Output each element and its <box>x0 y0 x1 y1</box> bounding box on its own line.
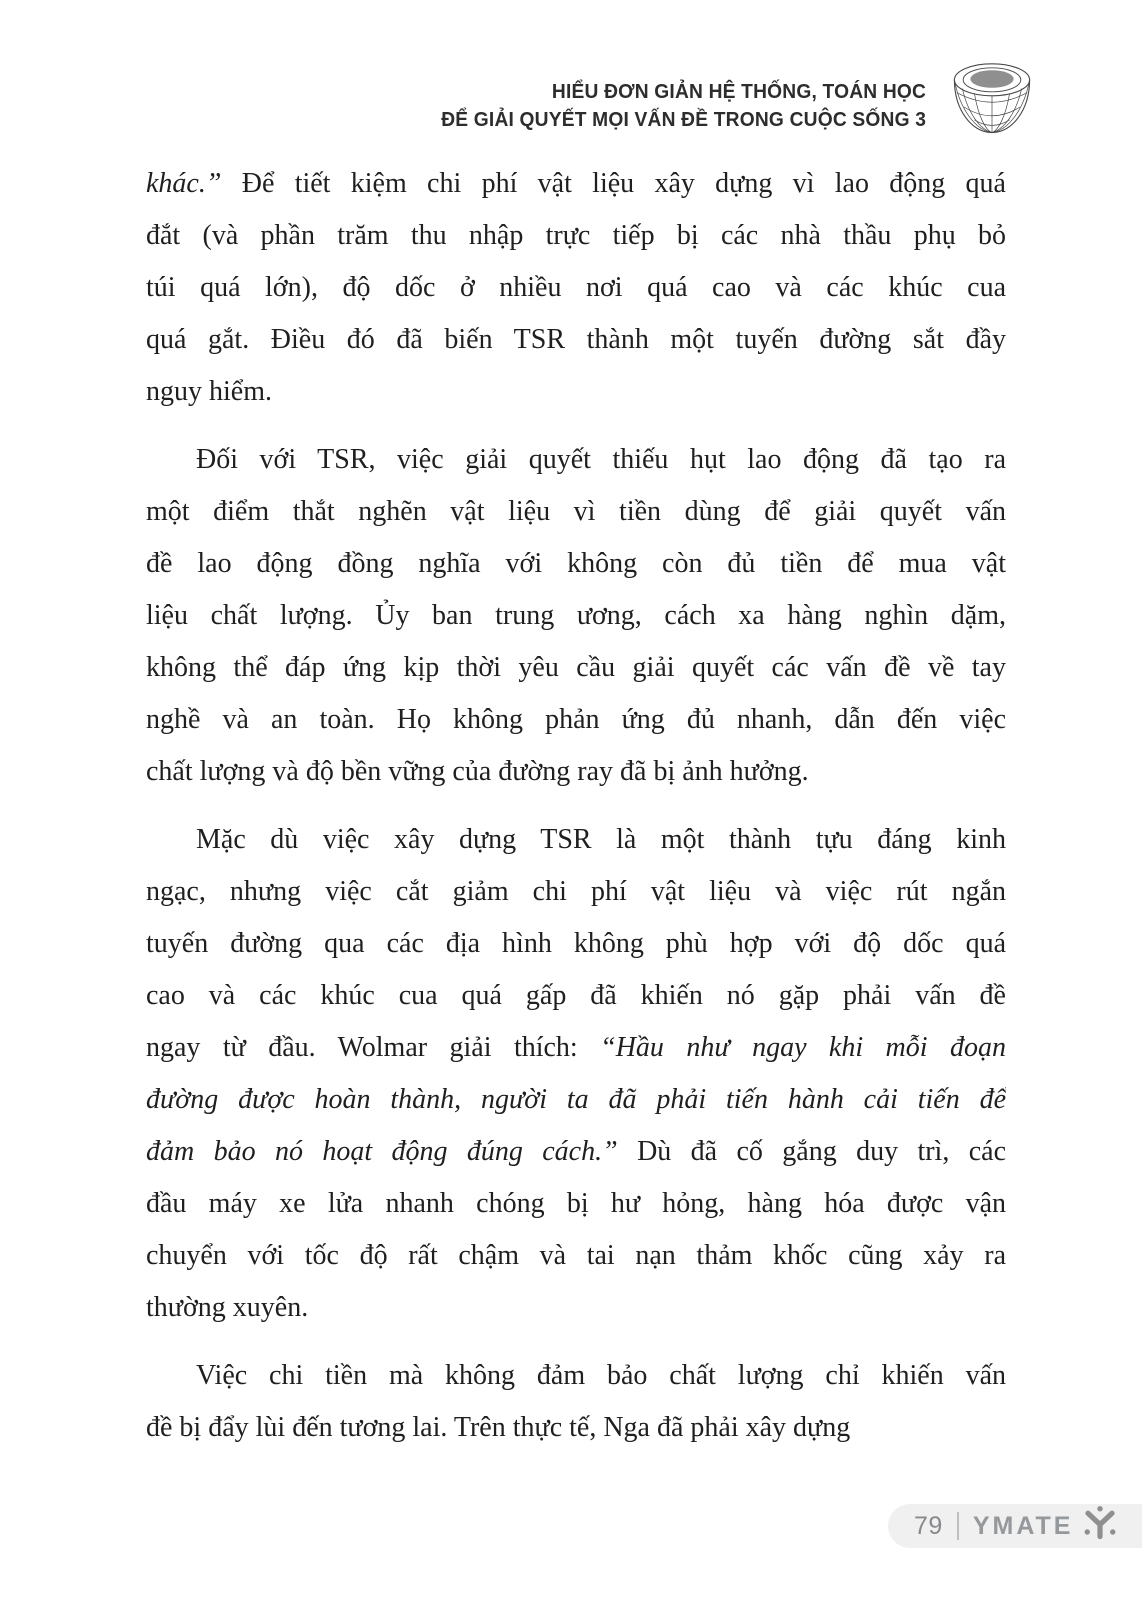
footer-divider <box>957 1512 959 1540</box>
text-run: đầu máy xe lửa nhanh chóng bị hư hỏng, hàng hóa được vận <box>146 1188 1006 1219</box>
text-run: nguy hiểm. <box>146 376 272 407</box>
text-line <box>146 1022 1006 1074</box>
page-body <box>146 158 1006 1454</box>
page-footer <box>888 1504 1142 1548</box>
text-run: cao và các khúc cua quá gấp đã khiến nó gặp phải vấn đề <box>146 980 1006 1011</box>
text-run: đắt (và phần trăm thu nhập trực tiếp bị các nhà thầu phụ bỏ <box>146 220 1006 251</box>
text-line <box>146 590 1006 642</box>
text-line <box>146 210 1006 262</box>
italic-text-run: “Hầu như ngay khi mỗi đoạn <box>600 1032 1006 1063</box>
paragraph <box>146 434 1006 798</box>
text-run: ngay từ đầu. Wolmar giải thích: <box>146 1032 601 1063</box>
text-line <box>146 1178 1006 1230</box>
globe-bowl-icon <box>952 62 1032 141</box>
text-line <box>146 1282 1006 1334</box>
book-title-line1: HIỂU ĐƠN GIẢN HỆ THỐNG, TOÁN HỌC <box>551 81 926 103</box>
text-line <box>146 486 1006 538</box>
text-line <box>146 866 1006 918</box>
text-run: thường xuyên. <box>146 1292 309 1323</box>
text-line <box>146 538 1006 590</box>
text-run: Việc chi tiền mà không đảm bảo chất lượng chỉ khiến vấn <box>196 1360 1006 1391</box>
ymate-logo-icon <box>1083 1505 1117 1546</box>
text-line <box>146 1350 1006 1402</box>
text-run: chuyển với tốc độ rất chậm và tai nạn thảm khốc cũng xảy ra <box>146 1240 1006 1271</box>
italic-text-run: đảm bảo nó hoạt động đúng cách.” <box>146 1136 618 1167</box>
text-line <box>146 1402 1006 1454</box>
page-header <box>421 78 1032 141</box>
text-line <box>146 1074 1006 1126</box>
italic-text-run: khác.” <box>146 168 222 199</box>
text-line <box>146 970 1006 1022</box>
text-run: Mặc dù việc xây dựng TSR là một thành tựu đáng kinh <box>196 824 1006 855</box>
text-line <box>146 1126 1006 1178</box>
paragraph <box>146 1350 1006 1454</box>
text-line <box>146 694 1006 746</box>
text-run: quá gắt. Điều đó đã biến TSR thành một tuyến đường sắt đầy <box>146 324 1006 355</box>
text-run: ngạc, nhưng việc cắt giảm chi phí vật liệu và việc rút ngắn <box>146 876 1006 907</box>
page-number: 79 <box>914 1511 943 1540</box>
book-title-line2: ĐỂ GIẢI QUYẾT MỌI VẤN ĐỀ TRONG CUỘC SỐNG 3 <box>441 109 926 131</box>
italic-text-run: đường được hoàn thành, người ta đã phải tiến hành cải tiến để <box>146 1084 1006 1115</box>
book-title <box>441 78 926 134</box>
text-line <box>146 434 1006 486</box>
text-run: liệu chất lượng. Ủy ban trung ương, cách xa hàng nghìn dặm, <box>146 600 1006 631</box>
text-line <box>146 746 1006 798</box>
text-run: nghề và an toàn. Họ không phản ứng đủ nhanh, dẫn đến việc <box>146 704 1006 735</box>
text-line <box>146 1230 1006 1282</box>
text-line <box>146 158 1006 210</box>
footer-brand: YMATE <box>972 1511 1074 1540</box>
text-line <box>146 814 1006 866</box>
paragraph <box>146 814 1006 1334</box>
text-line <box>146 918 1006 970</box>
text-run: một điểm thắt nghẽn vật liệu vì tiền dùng để giải quyết vấn <box>146 496 1006 527</box>
text-line <box>146 262 1006 314</box>
text-run: Đối với TSR, việc giải quyết thiếu hụt lao động đã tạo ra <box>196 444 1006 475</box>
text-run: Dù đã cố gắng duy trì, các <box>617 1136 1006 1167</box>
text-line <box>146 642 1006 694</box>
text-run: tuyến đường qua các địa hình không phù hợp với độ dốc quá <box>146 928 1006 959</box>
text-run: Để tiết kiệm chi phí vật liệu xây dựng vì lao động quá <box>221 168 1006 199</box>
text-run: túi quá lớn), độ dốc ở nhiều nơi quá cao và các khúc cua <box>146 272 1006 303</box>
text-run: đề lao động đồng nghĩa với không còn đủ tiền để mua vật <box>146 548 1006 579</box>
text-run: đề bị đẩy lùi đến tương lai. Trên thực tế, Nga đã phải xây dựng <box>146 1412 851 1443</box>
text-line <box>146 314 1006 366</box>
paragraph <box>146 158 1006 418</box>
text-line <box>146 366 1006 418</box>
text-run: chất lượng và độ bền vững của đường ray đã bị ảnh hưởng. <box>146 756 809 787</box>
text-run: không thể đáp ứng kịp thời yêu cầu giải quyết các vấn đề về tay <box>146 652 1006 683</box>
